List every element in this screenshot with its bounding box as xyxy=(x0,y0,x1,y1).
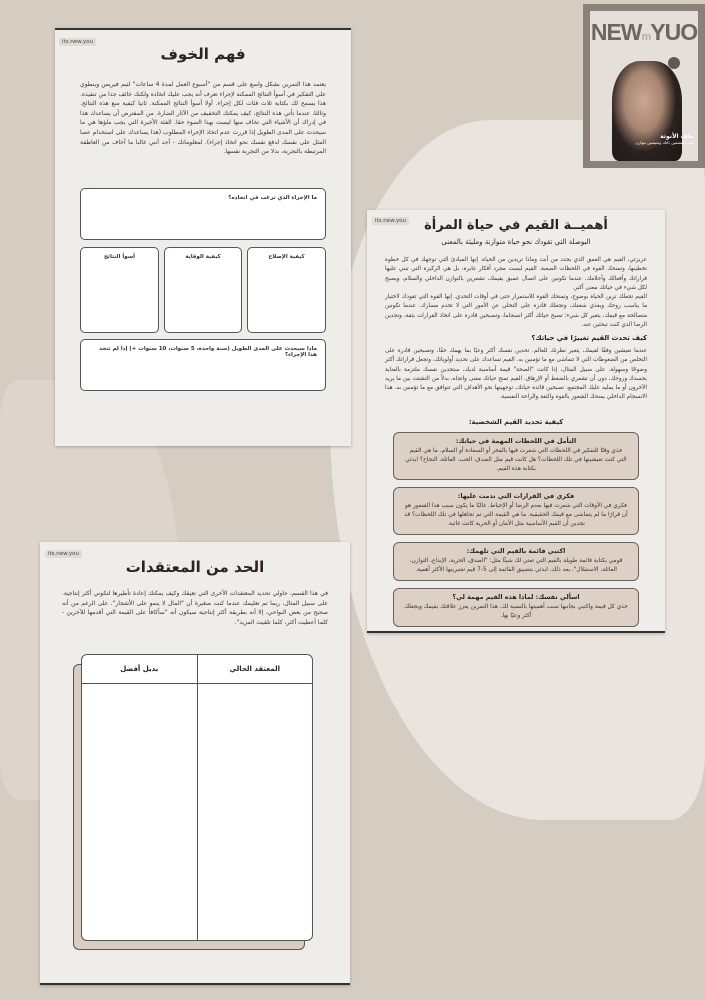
page-body: في هذا القسم، حاولي تحديد المعتقدات الأخرى التي تعيقك وكيف يمكنك إعادة تأطيرها لتكوني أكثر إنتاجية. على سبيل المثال، ربما تم تعليمك عندما كنت صغيرة أن "المال لا ينمو على الأشجار". على الرغم من أنه صحيح من بعض النواحي، إلا أنه بطريقة أكثر إنتاجية سيكون أنه "سأكافأ على القيمة التي أقدمها للآخرين - كلما أعطيت أكثر، كلما تلقيت المزيد". xyxy=(62,590,328,626)
beliefs-table xyxy=(81,654,313,941)
page-title: الحد من المعتقدات xyxy=(125,558,265,576)
tip-text: خذي وقتًا للتفكير في اللحظات التي شعرت فيها بالفخر أو السعادة أو السلام. ما هي القيم التي كنت تعيشينها في تلك اللحظات؟ هل كانت قيم مثل الصدق، الحب، العائلة، النجاح؟ ابدئي بكتابة هذه القيم. xyxy=(405,448,627,472)
worst-outcome-box xyxy=(80,247,159,333)
worst-outcome-label: أسوأ النتائج xyxy=(103,254,136,260)
tip-card xyxy=(393,542,639,581)
magazine-title-right: YUO xyxy=(650,19,698,45)
tip-title: اسألي نفسك: لماذا هذه القيم مهمة لي؟ xyxy=(452,593,580,601)
magazine-title-left: NEW xyxy=(590,19,642,45)
better-alternative-header: بديل أفضل xyxy=(82,655,197,684)
brand-tag: its.new.you xyxy=(59,38,96,46)
tip-text: قومي بكتابة قائمة طويلة بالقيم التي تعني لك شيئًا مثل: "الصدق، الحرية، الإبداع، التوازن، العائلة، الاستقلال". بعد ذلك، ابدئي بتضييق القائمة إلى 5-7 قيم تعتبرينها الأكثر أهمية. xyxy=(409,558,623,573)
magazine-photo xyxy=(612,61,682,161)
tip-title: اكتبي قائمة بالقيم التي تلهمك: xyxy=(466,547,566,555)
section-heading: كيفية تحديد القيم الشخصية: xyxy=(468,418,564,426)
magazine-cover: NEWmYUO ملف الأنوثة كيف تكتشفين ذاتك وتعيشين بتوازن xyxy=(583,4,705,168)
current-belief-header: المعتقد الحالي xyxy=(198,655,313,684)
section-heading: كيف تحدث القيم تغييرًا في حياتك؟ xyxy=(531,334,647,342)
brand-tag: its.new.you xyxy=(45,550,82,558)
page-subtitle: البوصلة التي تقودك نحو حياة متوازنة ومليئة بالمعنى xyxy=(441,238,591,246)
brand-tag: its.new.you xyxy=(372,217,409,225)
page-body: يعتمد هذا التمرين بشكل واسع على قسم من "أسبوع العمل لمدة 4 ساعات" لتيم فيريس وينطوي على التفكير في أسوأ النتائج الممكنة لإجراء تعرف أنه يجب عليك اتخاذه ولكنك خائف جدا من تنفيذه. هذا يسمح لك بكتابة ثلاث فئات لكل إجراء. أولا أسوأ النتائج الممكنة. ثانيا كيفية منع هذه النتائج. وثالثا، عندما تأتي هذه النتائج، كيف يمكنك التخفيف من الآثار الضارة. من المفترض أن يساعدك هذا في إدراك أن الأشياء التي تخاف منها ليست بهذا السوء حقا. الفئة الأخيرة التي يجب ملؤها هي ما سيحدث على المدى الطويل إذا قررت عدم اتخاذ الإجراء المطلوب (هذا يساعدك على استخدام عصا المثل على نفسك لدفع نفسك نحو اتخاذ إجراء). لمعلوماتك - أجد أنني غالبا ما أخاف من العاطفة المرتبطة بالتجربة، بدلا من التجربة نفسها. xyxy=(80,81,326,156)
magazine-subtext: كيف تكتشفين ذاتك وتعيشين بتوازن xyxy=(635,140,694,145)
action-question: ما الإجراء الذي ترغب في اتخاذه؟ xyxy=(228,195,317,201)
tip-card xyxy=(393,432,639,480)
long-term-question: ماذا سيحدث على المدى الطويل (سنة واحدة، 5 سنوات، 10 سنوات +) إذا لم تتخذ هذا الإجراء؟ xyxy=(99,346,317,358)
fix-box xyxy=(247,247,326,333)
page-values xyxy=(367,210,665,633)
magazine-headline: ملف الأنوثة xyxy=(660,133,694,140)
tip-text: خذي كل قيمة واكتبي بجانبها سبب أهميتها بالنسبة لك. هذا التمرين يعزز علاقتك بقيمك ويجعلك أكثر وعيًا بها. xyxy=(404,604,628,619)
long-term-box xyxy=(80,339,326,391)
intro-paragraph-2: القيم تجعلك ترين الحياة بوضوح، وتمنحك القوة للاستمرار حتى في أوقات التحدي. إنها القوة التي تقودك لاختيار ما يناسب روحك ويغذي شغفك، وتجعلك قادرة على التخلي عن الأمور التي لا تخدم مسارك. عندما تكونين متصالحة مع قيمك، يتغير كل شيء: تصبح حياتك أكثر انسجاما، وتصبحين قادرة على اتخاذ القرارات بثقة، وتجدين الرضا الذي كنت تبحثين عنه. xyxy=(385,294,647,328)
intro-paragraph-1: عزيزتي، القيم هي العمق الذي يحدد من أنت وماذا تريدين من الحياة. إنها المبادئ التي توجهك في كل خطوة تخطينها، وتمنحك القوة في اللحظات الصعبة. القيم ليست مجرد أفكار عابرة، بل هي الركيزة التي تبني عليها قراراتك وأفعالك وأحلامك. عندما تكونين على اتصال عميق بقيمك، تشعرين بالتوازن الداخلي والسلام، ويصبح لكل شيء في حياتك معنى أكبر. xyxy=(385,257,647,291)
prevention-label: كيفية الوقاية xyxy=(185,254,221,260)
tip-card xyxy=(393,487,639,535)
tip-text: فكري في الأوقات التي شعرت فيها بعدم الرضا أو الإحباط. غالبًا ما يكون سبب هذا الشعور هو أن قرارًا ما لم يتماشى مع قيمك الحقيقية. ما هي القيمة التي تم تجاهلها في تلك اللحظات؟ قد تجدين أن القيم الأساسية مثل الأمان أو الحرية كانت غائبة. xyxy=(404,503,628,527)
tip-title: التأمل في اللحظات المهمة في حياتك: xyxy=(455,437,577,445)
better-alternative-column xyxy=(82,655,197,940)
page-limiting-beliefs xyxy=(40,542,350,985)
page-title: فهم الخوف xyxy=(160,45,246,63)
action-box xyxy=(80,188,326,240)
prevention-box xyxy=(164,247,242,333)
page-title: أهميــة القيم في حياة المرأة xyxy=(424,218,608,233)
tip-title: فكري في القرارات التي ندمت عليها: xyxy=(457,492,575,500)
tip-card xyxy=(393,588,639,627)
fix-label: كيفية الإصلاح xyxy=(268,254,305,260)
magazine-dot xyxy=(668,57,680,69)
page-understanding-fear xyxy=(55,28,351,446)
change-paragraph: عندما تعيشين وفقًا لقيمك، يتغير نظرتك للعالم. تحدين نفسك أكثر وعيًا بما يهمك حقًا، وتصبحين قادرة على التخلص من الضغوطات التي لا تتماشى مع ما تؤمنين به. القيم تساعدك على تحديد أولوياتك، وتجعل قراراتك أكثر وضوحًا وسهولة. على سبيل المثال، إذا كانت "الصحة" قيمة أساسية لديك، ستجدين نفسك ملتزمة بالعناية بجسدك وروحك، دون أن تشعري بالضغط أو الإرهاق. القيم تمنح حياتك معنى واتجاه، بدلاً من التشتت بين ما يريد الآخرون أو ما يمليه عليك المجتمع، تصبحين قائدة حياتك، توجهينها نحو الأهداف التي تتوافق مع ما تؤمنين به. هذا الانسجام الداخلي يمنحك الشعور بالقوة والثقة والراحة النفسية. xyxy=(385,348,647,401)
tips-list xyxy=(393,432,639,634)
current-belief-column xyxy=(197,655,313,940)
